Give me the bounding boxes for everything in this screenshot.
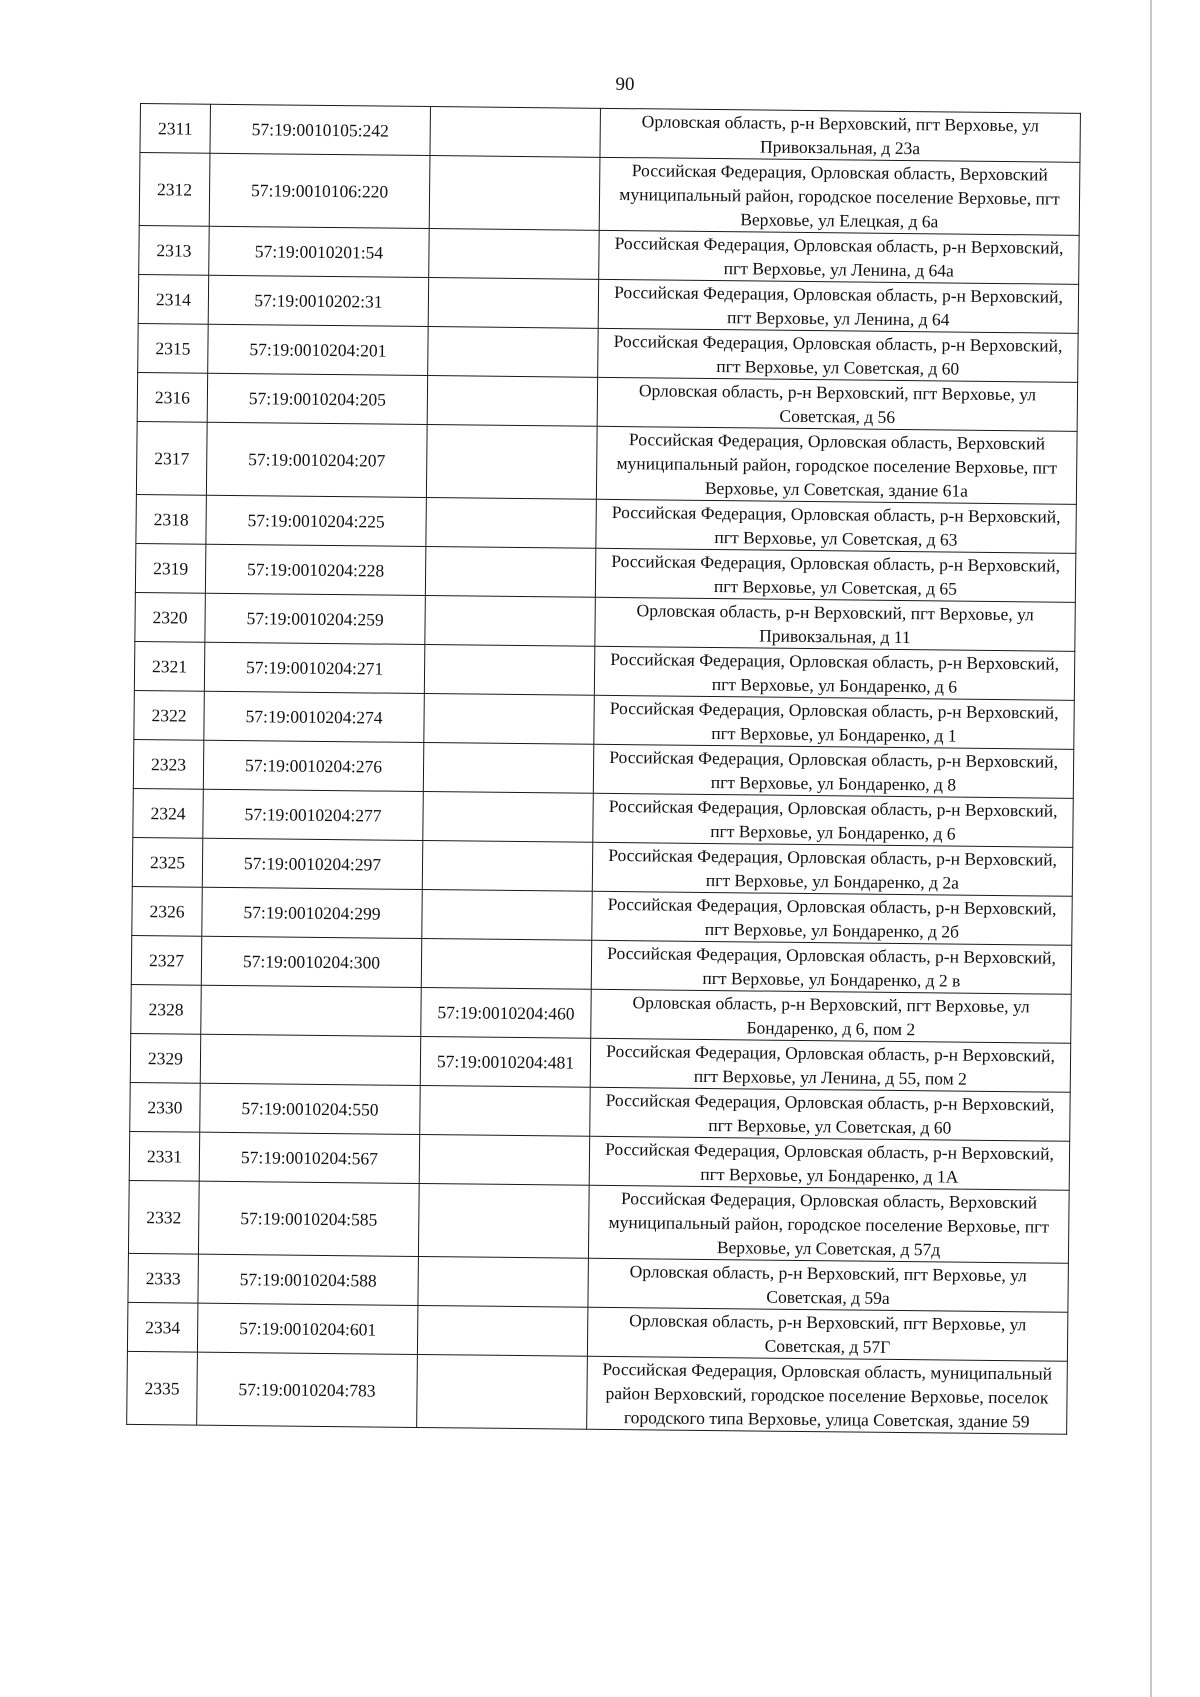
row-number: 2311 — [140, 104, 211, 154]
address: Российская Федерация, Орловская область, р-н Верховский, пгт Верховье, ул Бондаренко, д 2а — [592, 842, 1072, 896]
address: Российская Федерация, Орловская область, р-н Верховский, пгт Верховье, ул Советская, д 60 — [598, 328, 1078, 382]
row-number: 2317 — [136, 421, 207, 495]
cadastral-number: 57:19:0010204:205 — [207, 373, 428, 424]
cadastral-number: 57:19:0010204:297 — [202, 838, 423, 889]
cadastral-number: 57:19:0010204:601 — [197, 1303, 418, 1354]
parent-cadastral-number — [429, 229, 600, 280]
parent-cadastral-number — [420, 1085, 591, 1136]
property-registry-table — [126, 103, 1081, 1435]
address: Российская Федерация, Орловская область, Верховский муниципальный район, городское поселение Верховье, пгт Верховье, ул Советская, здание 61а — [596, 426, 1077, 504]
parent-cadastral-number — [430, 107, 601, 158]
address: Российская Федерация, Орловская область, р-н Верховский, пгт Верховье, ул Советская, д 65 — [595, 548, 1075, 602]
address: Российская Федерация, Орловская область, Верховский муниципальный район, городское поселение Верховье, пгт Верховье, ул Елецкая, д 6а — [599, 157, 1080, 235]
parent-cadastral-number — [426, 425, 597, 500]
cadastral-number: 57:19:0010204:783 — [197, 1352, 418, 1427]
address: Российская Федерация, Орловская область, р-н Верховский, пгт Верховье, ул Бондаренко, д 6 — [594, 646, 1074, 700]
row-number: 2314 — [138, 274, 209, 324]
cadastral-number: 57:19:0010204:271 — [204, 642, 425, 693]
table-row — [136, 421, 1077, 504]
row-number: 2329 — [130, 1033, 201, 1083]
cadastral-number: 57:19:0010204:259 — [205, 593, 426, 644]
parent-cadastral-number — [427, 376, 598, 427]
parent-cadastral-number: 57:19:0010204:481 — [420, 1036, 591, 1087]
parent-cadastral-number — [428, 278, 599, 329]
parent-cadastral-number — [417, 1305, 588, 1356]
address: Орловская область, р-н Верховский, пгт Верховье, ул Привокзальная, д 11 — [595, 597, 1075, 651]
parent-cadastral-number — [423, 792, 594, 843]
address: Российская Федерация, Орловская область, р-н Верховский, пгт Верховье, ул Бондаренко, д 2 в — [591, 940, 1071, 994]
address: Орловская область, р-н Верховский, пгт Верховье, ул Советская, д 56 — [597, 377, 1077, 431]
row-number: 2330 — [130, 1082, 201, 1132]
row-number: 2319 — [135, 543, 206, 593]
row-number: 2332 — [128, 1180, 199, 1254]
parent-cadastral-number — [422, 841, 593, 892]
row-number: 2328 — [131, 984, 202, 1034]
row-number: 2335 — [127, 1351, 198, 1425]
cadastral-number: 57:19:0010204:225 — [206, 495, 427, 546]
cadastral-number — [200, 1034, 421, 1085]
row-number: 2312 — [139, 153, 210, 227]
address: Российская Федерация, Орловская область, Верховский муниципальный район, городское поселение Верховье, пгт Верховье, ул Советская, д 57д — [588, 1185, 1069, 1263]
parent-cadastral-number — [425, 547, 596, 598]
parent-cadastral-number — [424, 694, 595, 745]
cadastral-number — [201, 985, 422, 1036]
page-edge — [1150, 0, 1152, 1697]
cadastral-number: 57:19:0010204:276 — [203, 740, 424, 791]
cadastral-number: 57:19:0010204:550 — [200, 1083, 421, 1134]
address: Орловская область, р-н Верховский, пгт Верховье, ул Советская, д 57Г — [587, 1307, 1067, 1361]
page-number: 90 — [615, 74, 635, 95]
row-number: 2322 — [134, 690, 205, 740]
parent-cadastral-number — [425, 596, 596, 647]
registry-rows — [127, 104, 1081, 1435]
address: Орловская область, р-н Верховский, пгт Верховье, ул Советская, д 59а — [588, 1258, 1068, 1312]
cadastral-number: 57:19:0010202:31 — [208, 275, 429, 326]
address: Российская Федерация, Орловская область, р-н Верховский, пгт Верховье, ул Ленина, д 64 — [598, 279, 1078, 333]
address: Российская Федерация, Орловская область, р-н Верховский, пгт Верховье, ул Ленина, д 55, пом 2 — [590, 1038, 1070, 1092]
parent-cadastral-number — [426, 498, 597, 549]
row-number: 2334 — [127, 1302, 198, 1352]
parent-cadastral-number — [417, 1354, 588, 1429]
parent-cadastral-number — [418, 1183, 589, 1258]
parent-cadastral-number — [429, 156, 600, 231]
parent-cadastral-number — [419, 1134, 590, 1185]
row-number: 2331 — [129, 1131, 200, 1181]
row-number: 2313 — [139, 225, 210, 275]
cadastral-number: 57:19:0010204:588 — [198, 1254, 419, 1305]
row-number: 2316 — [137, 372, 208, 422]
row-number: 2323 — [133, 739, 204, 789]
parent-cadastral-number: 57:19:0010204:460 — [421, 987, 592, 1038]
row-number: 2324 — [133, 788, 204, 838]
address: Российская Федерация, Орловская область, р-н Верховский, пгт Верховье, ул Бондаренко, д 1А — [589, 1136, 1069, 1190]
address: Российская Федерация, Орловская область, р-н Верховский, пгт Верховье, ул Бондаренко, д 6 — [593, 793, 1073, 847]
table-row — [139, 153, 1080, 236]
table-row — [128, 1180, 1069, 1263]
cadastral-number: 57:19:0010204:207 — [206, 422, 427, 497]
cadastral-number: 57:19:0010201:54 — [209, 226, 430, 277]
cadastral-number: 57:19:0010105:242 — [210, 104, 431, 155]
address: Российская Федерация, Орловская область, р-н Верховский, пгт Верховье, ул Бондаренко, д 1 — [594, 695, 1074, 749]
cadastral-number: 57:19:0010204:228 — [205, 544, 426, 595]
cadastral-number: 57:19:0010106:220 — [209, 153, 430, 228]
parent-cadastral-number — [422, 889, 593, 940]
cadastral-number: 57:19:0010204:585 — [198, 1181, 419, 1256]
row-number: 2326 — [132, 886, 203, 936]
parent-cadastral-number — [421, 938, 592, 989]
address: Российская Федерация, Орловская область, р-н Верховский, пгт Верховье, ул Советская, д 63 — [596, 499, 1076, 553]
parent-cadastral-number — [418, 1256, 589, 1307]
table-row — [127, 1351, 1068, 1434]
address: Российская Федерация, Орловская область, р-н Верховский, пгт Верховье, ул Бондаренко, д 8 — [593, 744, 1073, 798]
parent-cadastral-number — [428, 327, 599, 378]
address: Российская Федерация, Орловская область, р-н Верховский, пгт Верховье, ул Бондаренко, д 2б — [592, 891, 1072, 945]
parent-cadastral-number — [424, 645, 595, 696]
cadastral-number: 57:19:0010204:567 — [199, 1132, 420, 1183]
row-number: 2315 — [138, 323, 209, 373]
address: Российская Федерация, Орловская область, р-н Верховский, пгт Верховье, ул Советская, д 60 — [590, 1087, 1070, 1141]
row-number: 2333 — [128, 1253, 199, 1303]
row-number: 2327 — [131, 935, 202, 985]
cadastral-number: 57:19:0010204:274 — [204, 691, 425, 742]
parent-cadastral-number — [423, 743, 594, 794]
cadastral-number: 57:19:0010204:201 — [208, 324, 429, 375]
cadastral-number: 57:19:0010204:299 — [202, 887, 423, 938]
row-number: 2321 — [134, 641, 205, 691]
row-number: 2325 — [132, 837, 203, 887]
cadastral-number: 57:19:0010204:277 — [203, 789, 424, 840]
address: Орловская область, р-н Верховский, пгт Верховье, ул Бондаренко, д 6, пом 2 — [591, 989, 1071, 1043]
address: Российская Федерация, Орловская область, муниципальный район Верховский, городское поселение Верховье, поселок городского типа Верховье, улица Советская, здание 59 — [587, 1356, 1068, 1434]
row-number: 2318 — [136, 494, 207, 544]
row-number: 2320 — [135, 592, 206, 642]
address: Российская Федерация, Орловская область, р-н Верховский, пгт Верховье, ул Ленина, д 64а — [599, 230, 1079, 284]
address: Орловская область, р-н Верховский, пгт Верховье, ул Привокзальная, д 23а — [600, 108, 1080, 162]
cadastral-number: 57:19:0010204:300 — [201, 936, 422, 987]
